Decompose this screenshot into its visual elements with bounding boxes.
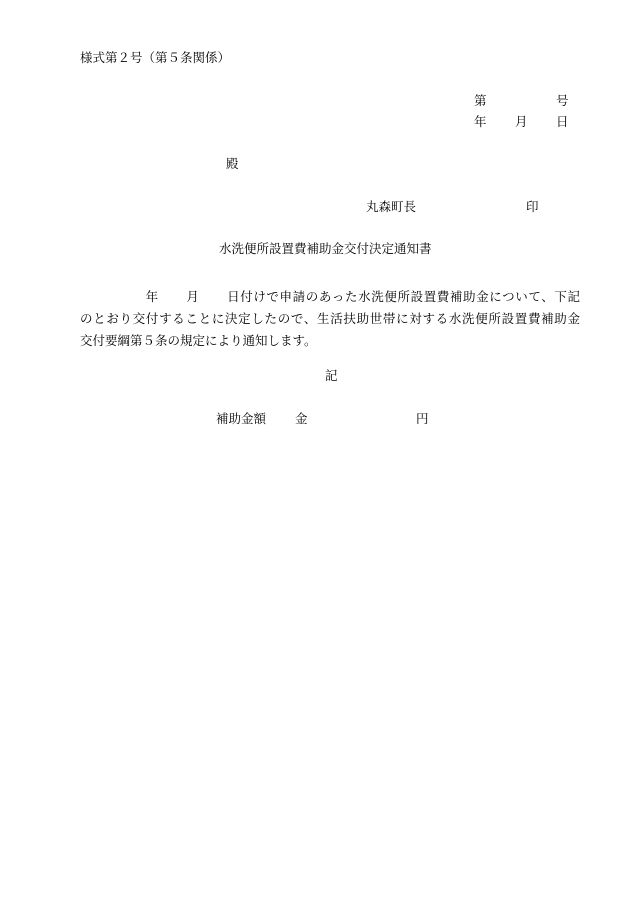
issuer-title: 丸森町長 xyxy=(366,199,417,214)
amount-prefix: 金 xyxy=(295,411,308,426)
body-month: 月 xyxy=(185,289,200,304)
body-line-1-text: 日付けで申請のあった水洗便所設置費補助金について、下記 xyxy=(226,289,580,304)
document-title: 水洗便所設置費補助金交付決定通知書 xyxy=(219,241,432,256)
document-date-month: 月 xyxy=(515,114,528,129)
addressee-suffix: 殿 xyxy=(226,156,239,171)
body-line-2: のとおり交付することに決定したので、生活扶助世帯に対する水洗便所設置費補助金 xyxy=(80,311,580,326)
ki-heading: 記 xyxy=(325,368,338,383)
document-date-day: 日 xyxy=(556,114,569,129)
form-label: 様式第２号（第５条関係） xyxy=(80,50,231,65)
document-number-suffix: 号 xyxy=(556,93,569,108)
amount-label: 補助金額 xyxy=(216,411,267,426)
body-line-3: 交付要綱第５条の規定により通知します。 xyxy=(80,333,317,348)
body-year: 年 xyxy=(145,289,159,304)
issuer-seal: 印 xyxy=(526,199,539,214)
document-date-year: 年 xyxy=(474,114,487,129)
document-number-prefix: 第 xyxy=(474,93,487,108)
body-line-1 xyxy=(80,286,580,308)
amount-unit: 円 xyxy=(416,411,429,426)
body-paragraph xyxy=(80,286,580,352)
